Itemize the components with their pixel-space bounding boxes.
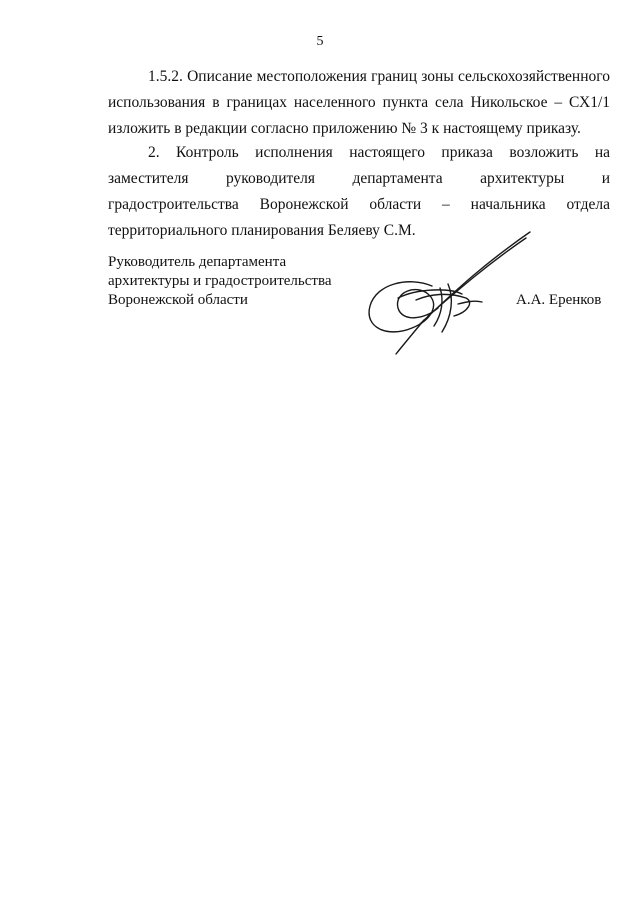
paragraph-2-control: 2. Контроль исполнения настоящего приказа возложить на заместителя руководителя департамента архитектуры и градостроительства Воронежской области – начальника отдела территориального планирования Беляеву С.М. — [108, 144, 610, 239]
signer-position-line: Воронежской области — [108, 292, 248, 308]
signer-position — [108, 253, 331, 310]
signer-position-line: архитектуры и градостроительства — [108, 273, 332, 289]
signer-position-line: Руководитель департамента — [108, 254, 287, 270]
signer-name: А.А. Еренков — [516, 292, 602, 308]
page-number: 5 — [316, 34, 324, 49]
paragraph-1-5-2: 1.5.2. Описание местоположения границ зоны сельскохозяйственного использования в границах населенного пункта села Никольское – СХ1/1 изложить в редакции согласно приложению № 3 к настоящему приказу. — [108, 68, 610, 137]
handwritten-signature — [358, 228, 538, 356]
